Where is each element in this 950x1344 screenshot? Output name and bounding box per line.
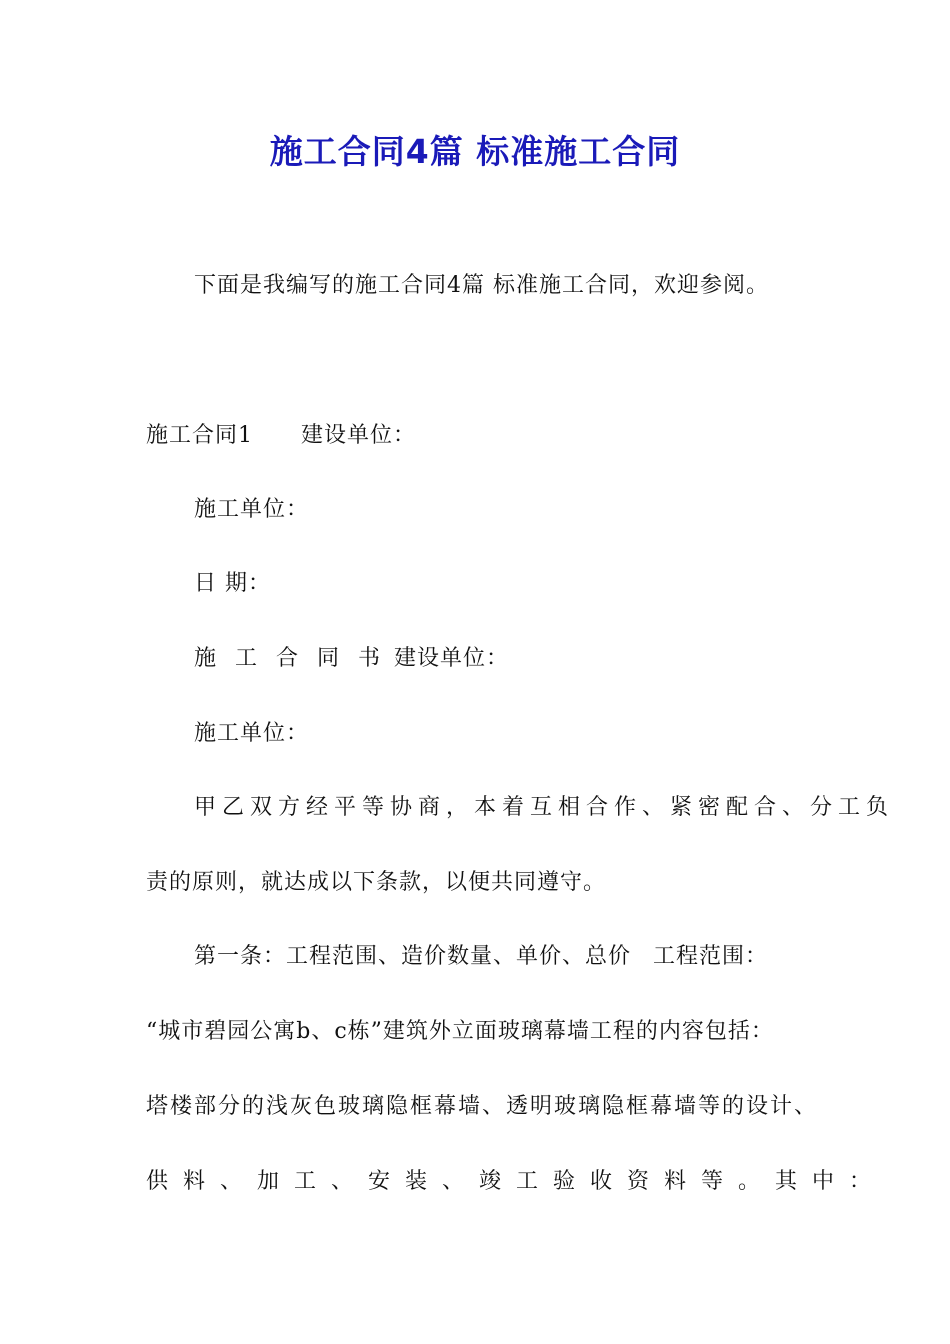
contractor-unit-label: 施工单位： bbox=[194, 497, 310, 522]
document-title: 施工合同4篇 标准施工合同 bbox=[269, 132, 681, 171]
contractor-unit-label-2: 施工单位： bbox=[194, 721, 310, 746]
contract-book-line bbox=[194, 643, 874, 675]
intro-paragraph: 下面是我编写的施工合同4篇 标准施工合同，欢迎参阅。 bbox=[194, 273, 769, 298]
article-1-heading: 第一条：工程范围、造价数量、单价、总价 bbox=[194, 944, 632, 969]
paragraph-1-line-1: 甲乙双方经平等协商，本着互相合作、紧密配合、分工负 bbox=[194, 795, 895, 820]
construction-unit-label-2: 建设单位： bbox=[393, 646, 509, 671]
contract-book-label: 施 工 合 同 书 bbox=[194, 646, 386, 671]
article-1-line-4: 供料、加工、安装、竣工验收资料等。其中： bbox=[146, 1169, 887, 1194]
article-1-line-2: “城市碧园公寓b、c栋”建筑外立面玻璃幕墙工程的内容包括： bbox=[146, 1019, 774, 1044]
article-1-line-3: 塔楼部分的浅灰色玻璃隐框幕墙、透明玻璃隐框幕墙等的设计、 bbox=[146, 1094, 819, 1119]
article-1-heading-line bbox=[194, 941, 874, 973]
construction-unit-label: 建设单位： bbox=[301, 423, 417, 448]
section-heading-line bbox=[146, 420, 826, 452]
paragraph-1-line-2: 责的原则，就达成以下条款，以便共同遵守。 bbox=[146, 870, 607, 895]
section-heading: 施工合同1 bbox=[146, 423, 253, 448]
article-1-scope-label: 工程范围： bbox=[653, 944, 769, 969]
date-label: 日 期： bbox=[194, 571, 271, 596]
